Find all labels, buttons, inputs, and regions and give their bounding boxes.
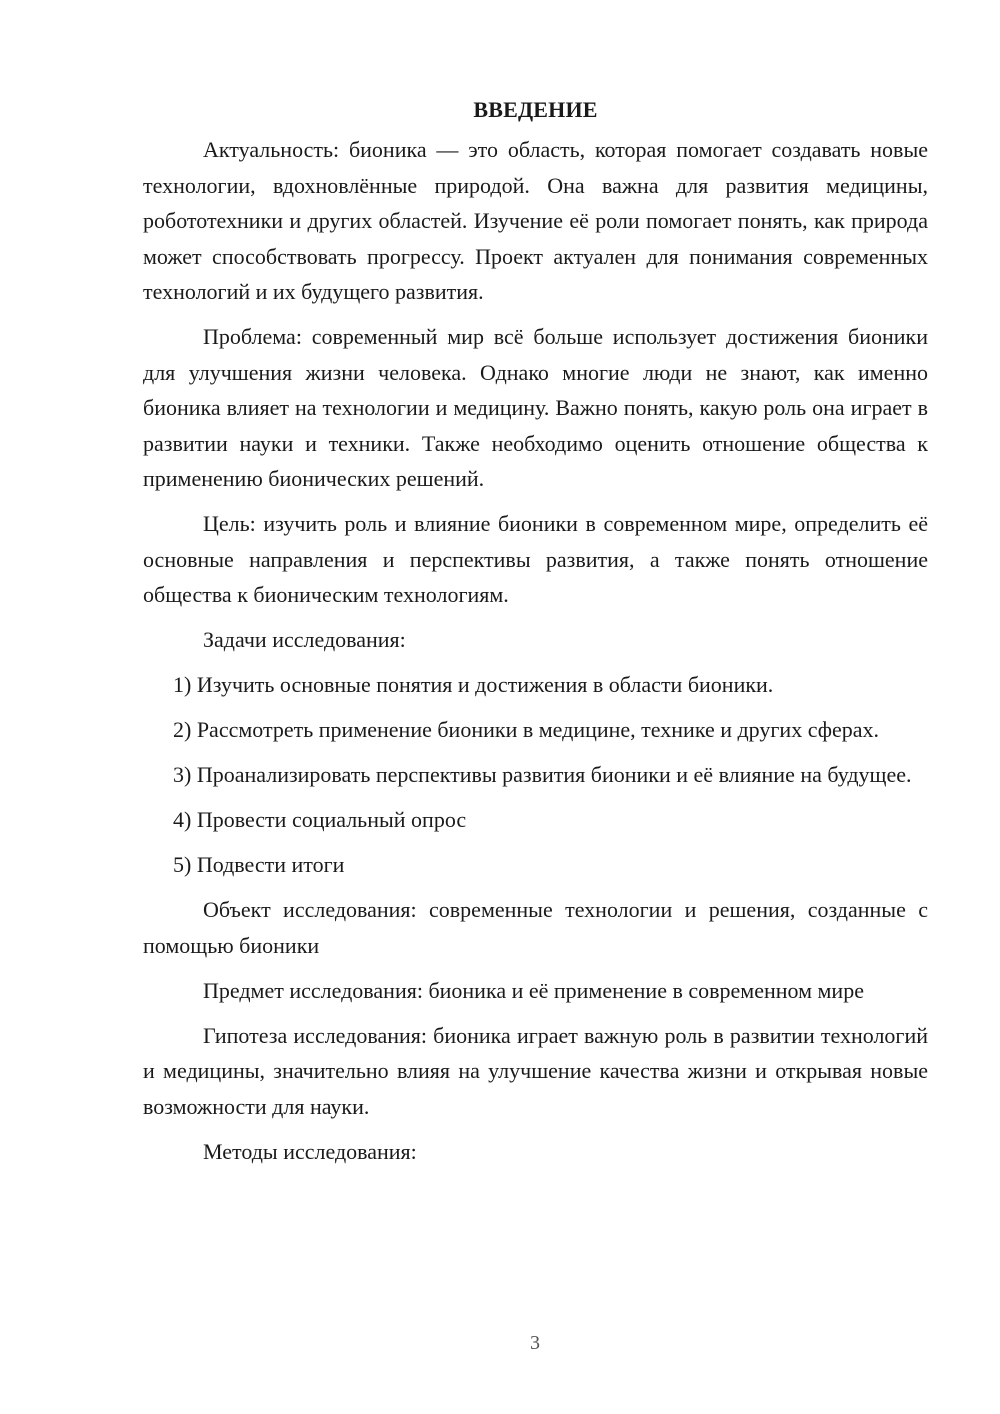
tasks-heading: Задачи исследования: (203, 627, 406, 652)
goal-paragraph: Цель: изучить роль и влияние бионики в современном мире, определить её основные направления и перспективы развития, а также понять отношение общества к бионическим технологиям. (143, 511, 928, 607)
task-item-5: 5) Подвести итоги (173, 852, 345, 877)
problem-paragraph: Проблема: современный мир всё больше использует достижения бионики для улучшения жизни человека. Однако многие люди не знают, как именно бионика влияет на технологии и медицину. Важно понять, какую роль она играет в развитии науки и техники. Также необходимо оценить отношение общества к применению бионических решений. (143, 324, 928, 491)
document-page (143, 92, 928, 1179)
research-subject-paragraph: Предмет исследования: бионика и её применение в современном мире (203, 977, 864, 1003)
task-item-1: 1) Изучить основные понятия и достижения в области бионики. (173, 672, 774, 697)
relevance-paragraph: Актуальность: бионика — это область, которая помогает создавать новые технологии, вдохновлённые природой. Она важна для развития медицины, робототехники и других областей. Изучение её роли помогает понять, как природа может способствовать прогрессу. Проект актуален для понимания современных технологий и их будущего развития. (143, 137, 928, 304)
section-title: ВВЕДЕНИЕ (473, 97, 598, 122)
task-item-2: 2) Рассмотреть применение бионики в медицине, технике и других сферах. (173, 717, 880, 742)
task-item-4: 4) Провести социальный опрос (173, 807, 467, 832)
research-object-paragraph: Объект исследования: современные технологии и решения, созданные с помощью бионики (143, 897, 928, 958)
hypothesis-paragraph: Гипотеза исследования: бионика играет важную роль в развитии технологий и медицины, значительно влияя на улучшение качества жизни и открывая новые возможности для науки. (143, 1022, 928, 1119)
page-number: 3 (530, 1332, 540, 1354)
task-item-3: 3) Проанализировать перспективы развития бионики и её влияние на будущее. (173, 762, 912, 787)
methods-heading: Методы исследования: (203, 1138, 417, 1164)
